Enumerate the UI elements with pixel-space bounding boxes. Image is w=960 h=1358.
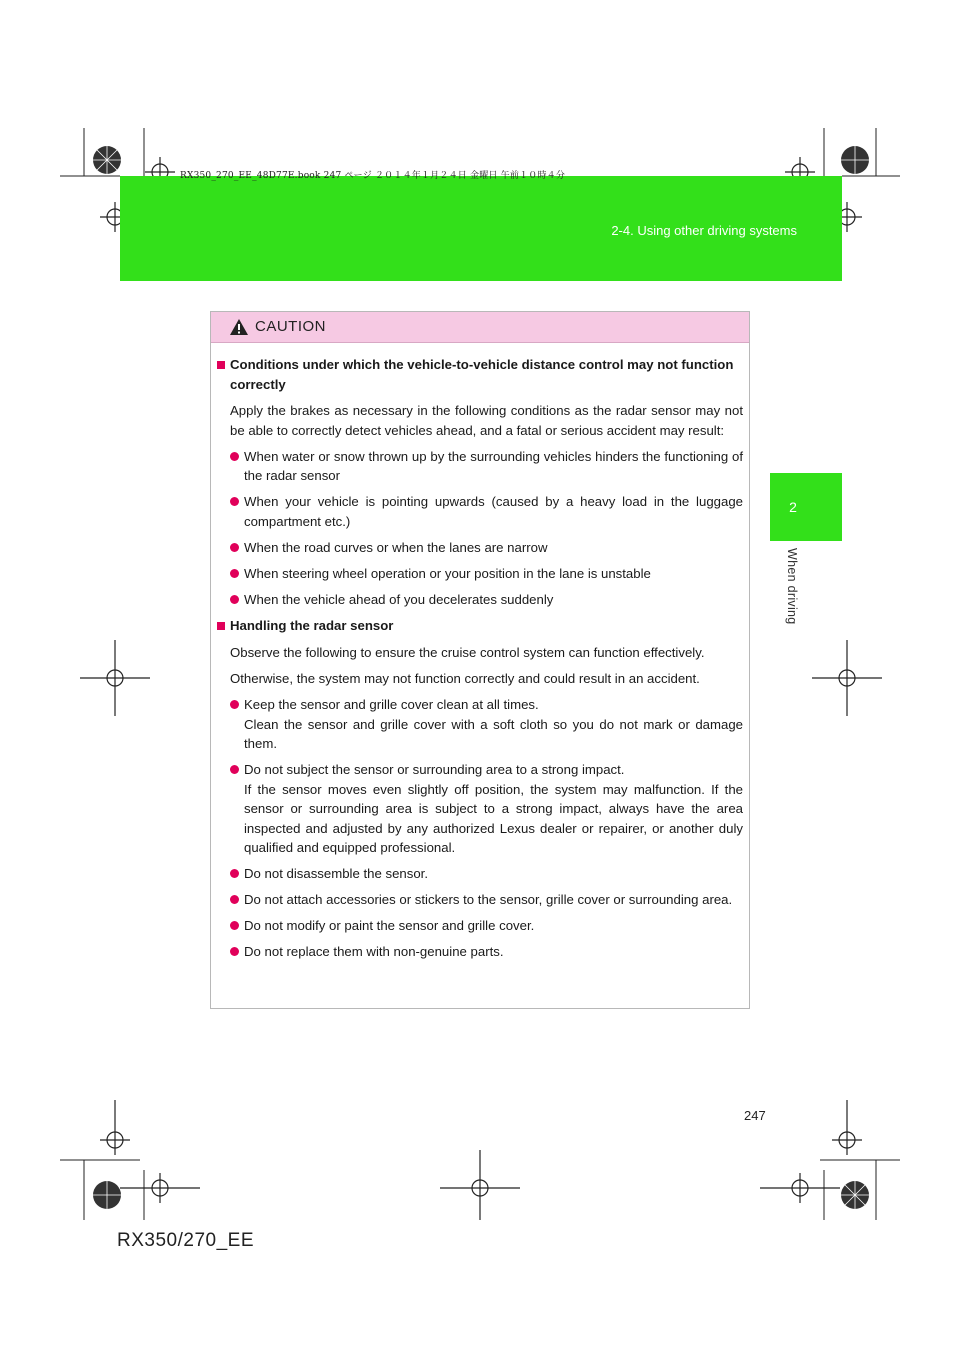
caution-title: CAUTION: [255, 318, 326, 335]
list-item: Do not disassemble the sensor.: [230, 864, 743, 884]
chapter-number: 2: [789, 499, 797, 515]
section-heading: Conditions under which the vehicle-to-vehicle distance control may not function correctly: [217, 355, 743, 394]
caution-box: [210, 311, 750, 1009]
list-item: Keep the sensor and grille cover clean at all times. Clean the sensor and grille cover with a soft cloth so you do not mark or damage them.: [230, 695, 743, 754]
dot-bullet-icon: [230, 765, 239, 774]
list-item: When the road curves or when the lanes are narrow: [230, 538, 743, 558]
section-heading: Handling the radar sensor: [217, 616, 743, 636]
list-item: When steering wheel operation or your position in the lane is unstable: [230, 564, 743, 584]
dot-bullet-icon: [230, 497, 239, 506]
dot-bullet-icon: [230, 895, 239, 904]
dot-bullet-icon: [230, 869, 239, 878]
list-item: Do not attach accessories or stickers to the sensor, grille cover or surrounding area.: [230, 890, 743, 910]
list-item: When the vehicle ahead of you decelerates suddenly: [230, 590, 743, 610]
paragraph: Observe the following to ensure the cruise control system can function effectively.: [230, 644, 705, 660]
file-stamp: RX350_270_EE_48D77E.book 247 ページ ２０１４年１月２４日 金曜日 午前１０時４分: [180, 171, 566, 181]
dot-bullet-icon: [230, 543, 239, 552]
list-item: When water or snow thrown up by the surrounding vehicles hinders the functioning of the radar sensor: [230, 447, 743, 486]
caution-header: [211, 312, 749, 343]
paragraph: Otherwise, the system may not function correctly and could result in an accident.: [230, 671, 700, 686]
list-item: When your vehicle is pointing upwards (caused by a heavy load in the luggage compartment etc.): [230, 492, 743, 531]
dot-bullet-icon: [230, 947, 239, 956]
square-bullet-icon: [217, 361, 225, 369]
list-item: Do not subject the sensor or surrounding area to a strong impact. If the sensor moves even slightly off position, the system may malfunction. If the sensor or surrounding area is subject to a strong impact, always have the area inspected and adjusted by any authorized Lexus dealer or repairer, or another duly qualified and equipped professional.: [230, 760, 743, 858]
warning-triangle-icon: [229, 318, 249, 336]
section-title: 2-4. Using other driving systems: [611, 223, 797, 238]
dot-bullet-icon: [230, 569, 239, 578]
list-item: Do not modify or paint the sensor and grille cover.: [230, 916, 743, 936]
caution-body: [211, 343, 749, 962]
dot-bullet-icon: [230, 595, 239, 604]
list-item-note: Clean the sensor and grille cover with a soft cloth so you do not mark or damage them.: [244, 716, 743, 751]
footer-model-code: RX350/270_EE: [117, 1230, 254, 1251]
square-bullet-icon: [217, 622, 225, 630]
list-item-note: If the sensor moves even slightly off position, the system may malfunction. If the sensor or surrounding area is subject to a strong impact, always have the area inspected and adjusted by any authorized Lexus dealer or repairer, or another duly qualified and equipped professional.: [244, 781, 743, 855]
dot-bullet-icon: [230, 700, 239, 709]
dot-bullet-icon: [230, 921, 239, 930]
list-item: Do not replace them with non-genuine parts.: [230, 942, 743, 962]
paragraph: Apply the brakes as necessary in the following conditions as the radar sensor may not be able to correctly detect vehicles ahead, and a fatal or serious accident may result:: [230, 403, 743, 438]
chapter-label: When driving: [785, 548, 799, 625]
page-number: 247: [744, 1108, 766, 1123]
dot-bullet-icon: [230, 452, 239, 461]
